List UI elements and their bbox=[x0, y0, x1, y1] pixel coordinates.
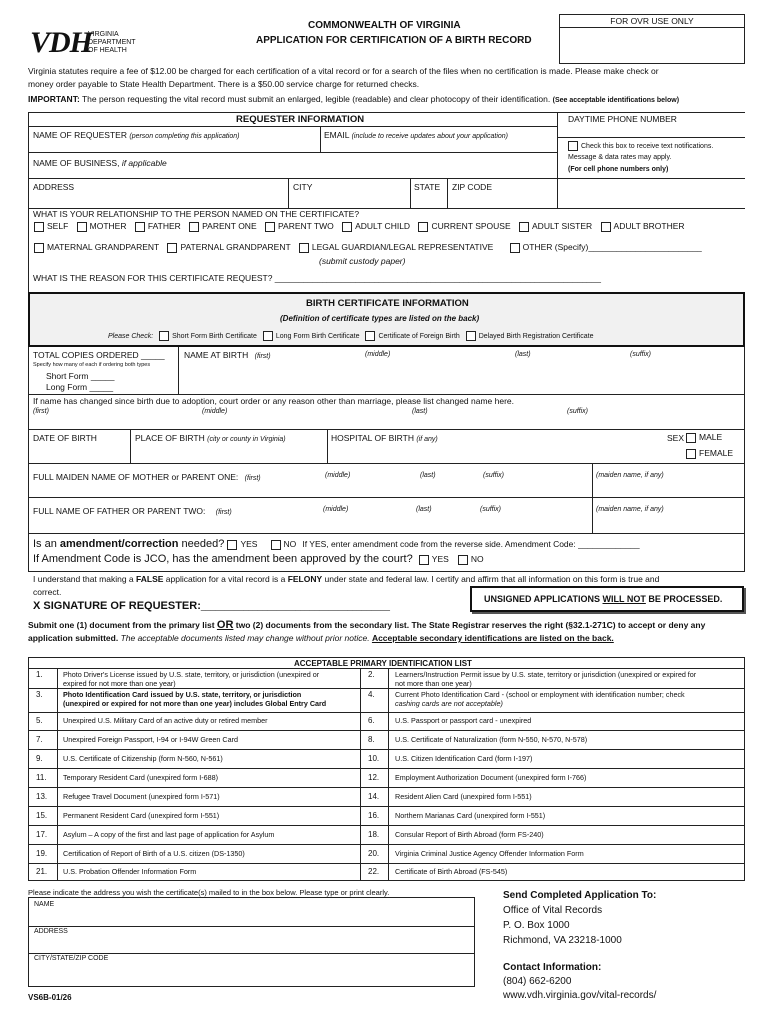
id-right-number: 14. bbox=[368, 791, 380, 801]
id-row-divider bbox=[28, 688, 745, 689]
id-left-text: Asylum – A copy of the first and last page of application for Asylum bbox=[63, 829, 275, 839]
father-last: (last) bbox=[416, 506, 432, 513]
id-left-text: Permanent Resident Card (unexpired form I-551) bbox=[63, 810, 220, 820]
nc-middle: (middle) bbox=[202, 408, 228, 415]
id-right-number: 8. bbox=[368, 734, 375, 744]
requester-section-title: REQUESTER INFORMATION bbox=[236, 114, 365, 125]
id-right-number: 4. bbox=[368, 690, 375, 699]
amend-yes-label: YES bbox=[240, 539, 258, 549]
daytime-phone-label: DAYTIME PHONE NUMBER bbox=[568, 114, 677, 124]
custody-note: (submit custody paper) bbox=[319, 256, 406, 266]
female-checkbox[interactable] bbox=[686, 449, 696, 459]
mother-name-field[interactable] bbox=[33, 472, 261, 482]
rel-mother-checkbox[interactable] bbox=[77, 222, 87, 232]
rel-adult-brother-checkbox[interactable] bbox=[601, 222, 611, 232]
mail-instructions: Please indicate the address you wish the certificate(s) mailed to in the box below. Please type or print clearly. bbox=[28, 888, 390, 897]
id-left-number: 5. bbox=[36, 716, 43, 725]
id-table-title: ACCEPTABLE PRIMARY IDENTIFICATION LIST bbox=[294, 659, 472, 668]
submit-2a: application submitted. bbox=[28, 633, 119, 643]
male-checkbox[interactable] bbox=[686, 433, 696, 443]
mail-address-field[interactable]: ADDRESS bbox=[34, 928, 68, 935]
rel-adult-brother-label: ADULT BROTHER bbox=[613, 221, 685, 231]
amend-yes-checkbox[interactable] bbox=[227, 540, 237, 550]
rel-maternal-grandparent[interactable] bbox=[34, 242, 159, 252]
affirm-e: under state and federal law. I certify and affirm that all information on this form is true and bbox=[322, 574, 660, 584]
jco-yes-label: YES bbox=[431, 554, 449, 564]
id-row-divider bbox=[28, 844, 745, 845]
name-changed-field[interactable]: If name has changed since birth due to adoption, court order or any reason other than marriage, please list changed name here. bbox=[33, 396, 515, 406]
rel-adult-brother[interactable] bbox=[601, 221, 685, 231]
birth-section-title: BIRTH CERTIFICATE INFORMATION bbox=[306, 298, 469, 309]
signature-line: ________________________________________ bbox=[200, 601, 390, 611]
amend-no-option[interactable] bbox=[271, 539, 297, 549]
address-field[interactable]: ADDRESS bbox=[33, 182, 75, 192]
unsigned-c: BE PROCESSED. bbox=[645, 594, 723, 604]
nab-middle: (middle) bbox=[365, 351, 391, 358]
affirm-felony: FELONY bbox=[287, 574, 323, 584]
business-label: NAME OF BUSINESS, bbox=[33, 158, 120, 168]
jco-no-option[interactable] bbox=[458, 554, 484, 564]
id-left-text: Refugee Travel Document (unexpired form I-571) bbox=[63, 791, 220, 801]
email-label: EMAIL bbox=[324, 130, 350, 140]
id-left-text: Temporary Resident Card (unexpired form I-688) bbox=[63, 772, 218, 782]
father-middle: (middle) bbox=[323, 506, 349, 513]
id-left-number: 7. bbox=[36, 734, 43, 744]
jco-no-label: NO bbox=[470, 554, 484, 564]
id-left-text: U.S. Certificate of Citizenship (form N-560, N-561) bbox=[63, 753, 223, 763]
nab-last: (last) bbox=[515, 351, 531, 358]
requester-name-field[interactable] bbox=[33, 130, 239, 140]
short-form-checkbox[interactable] bbox=[159, 331, 169, 341]
id-right-text: U.S. Certificate of Naturalization (form N-550, N-570, N-578) bbox=[395, 734, 588, 744]
mother-last: (last) bbox=[420, 472, 436, 479]
affirm-false: FALSE bbox=[136, 574, 164, 584]
cert-type-options bbox=[108, 331, 594, 341]
father-maiden: (maiden name, if any) bbox=[596, 506, 664, 513]
pob-note: (city or county in Virginia) bbox=[207, 436, 286, 443]
id-left-number: 3. bbox=[36, 690, 43, 699]
id-right-text: U.S. Citizen Identification Card (form I-197) bbox=[395, 753, 533, 763]
amend-q-b: amendment/correction bbox=[59, 538, 179, 550]
rel-father-checkbox[interactable] bbox=[135, 222, 145, 232]
pob-label: PLACE OF BIRTH bbox=[135, 433, 205, 443]
dob-field[interactable]: DATE OF BIRTH bbox=[33, 433, 97, 443]
email-field[interactable] bbox=[324, 130, 508, 140]
important-body: The person requesting the vital record must submit an enlarged, legible (readable) and clear photocopy of their identification. bbox=[79, 94, 551, 104]
vdh-logo: VDH bbox=[30, 26, 93, 59]
id-row-divider bbox=[28, 863, 745, 864]
rel-parent-one-checkbox[interactable] bbox=[189, 222, 199, 232]
form-number: VS6B-01/26 bbox=[28, 993, 72, 1002]
id-left-text: Photo Driver's License issued by U.S. state, territory, or jurisdiction (unexpired or bbox=[63, 670, 320, 679]
id-left-text: U.S. Probation Offender Information Form bbox=[63, 867, 197, 876]
rel-paternal-label: PATERNAL GRANDPARENT bbox=[180, 242, 291, 252]
important-label: IMPORTANT: bbox=[28, 94, 80, 104]
sex-male-option[interactable] bbox=[686, 432, 722, 443]
signature-label: X SIGNATURE OF REQUESTER: bbox=[33, 600, 201, 612]
amendment-question bbox=[33, 538, 640, 550]
rel-self[interactable] bbox=[34, 221, 68, 231]
rates-note: Message & data rates may apply. bbox=[568, 154, 672, 161]
id-row-divider bbox=[28, 806, 745, 807]
id-right-text-2: not more than one year) bbox=[395, 679, 472, 688]
rel-adult-child[interactable] bbox=[342, 221, 410, 231]
id-right-text: Learners/Instruction Permit issue by U.S. state, territory or jurisdiction (unexpired or expired for bbox=[395, 670, 697, 679]
text-notify-label: Check this box to receive text notifications. bbox=[581, 142, 714, 150]
id-left-text: Photo Identification Card issued by U.S. state, territory, or jurisdiction bbox=[63, 690, 302, 699]
jco-no-checkbox[interactable] bbox=[458, 555, 468, 565]
type-foreign-birth[interactable] bbox=[365, 333, 459, 340]
rel-father-label: FATHER bbox=[147, 221, 181, 231]
rel-adult-sister-label: ADULT SISTER bbox=[532, 221, 593, 231]
id-right-number: 22. bbox=[368, 867, 380, 876]
text-notify-checkbox[interactable] bbox=[568, 141, 578, 151]
relationship-row-2 bbox=[34, 242, 702, 253]
id-row-divider bbox=[28, 787, 745, 788]
short-form-label: Short Form Birth Certificate bbox=[172, 332, 257, 340]
rel-parent-two-label: PARENT TWO bbox=[278, 221, 334, 231]
mail-csz-field[interactable]: CITY/STATE/ZIP CODE bbox=[34, 955, 109, 962]
state-field[interactable]: STATE bbox=[414, 182, 441, 192]
rel-current-spouse-label: CURRENT SPOUSE bbox=[431, 221, 511, 231]
unsigned-a: UNSIGNED APPLICATIONS bbox=[484, 594, 603, 604]
affirm-c: application for a vital record is a bbox=[163, 574, 288, 584]
delayed-birth-label: Delayed Birth Registration Certificate bbox=[478, 332, 594, 340]
rel-other-label: OTHER (Specify)________________________ bbox=[522, 242, 702, 252]
cell-note: (For cell phone numbers only) bbox=[568, 166, 669, 173]
amend-no-label: NO bbox=[283, 539, 297, 549]
id-right-text: Resident Alien Card (unexpired form I-551) bbox=[395, 791, 532, 801]
fee-text-1: Virginia statutes require a fee of $12.00 be charged for each certification of a vital record or for a search of the files when no certification is made. Please make check or bbox=[28, 66, 659, 76]
id-left-number: 15. bbox=[36, 810, 48, 820]
business-name-field[interactable] bbox=[33, 158, 167, 168]
foreign-birth-label: Certificate of Foreign Birth bbox=[378, 332, 460, 340]
id-right-number: 6. bbox=[368, 716, 375, 725]
id-row-divider bbox=[28, 825, 745, 826]
submit-2c: Acceptable secondary identifications are listed on the back. bbox=[371, 633, 614, 643]
id-row-divider bbox=[28, 730, 745, 731]
rel-parent-one-label: PARENT ONE bbox=[202, 221, 257, 231]
rel-father[interactable] bbox=[135, 221, 181, 231]
sex-female-option[interactable] bbox=[686, 448, 733, 459]
id-right-text: Employment Authorization Document (unexpired form I-766) bbox=[395, 772, 587, 782]
rel-other-checkbox[interactable] bbox=[510, 243, 520, 253]
rel-guardian-label: LEGAL GUARDIAN/LEGAL REPRESENTATIVE bbox=[311, 242, 494, 252]
send-line-2: P. O. Box 1000 bbox=[503, 920, 570, 931]
rel-adult-child-checkbox[interactable] bbox=[342, 222, 352, 232]
important-note: (See acceptable identifications below) bbox=[552, 97, 680, 104]
father-suffix: (suffix) bbox=[480, 506, 501, 513]
mail-name-field[interactable]: NAME bbox=[34, 901, 55, 908]
sex-label: SEX bbox=[667, 433, 685, 443]
reason-field[interactable]: WHAT IS THE REASON FOR THIS CERTIFICATE REQUEST? _____________________________________________________________________ bbox=[33, 273, 601, 283]
submit-c: two (2) documents from the secondary list. The State Registrar reserves the right (§32.1-271C) to accept or deny any bbox=[233, 620, 706, 630]
contact-url[interactable]: www.vdh.virginia.gov/vital-records/ bbox=[503, 990, 657, 1001]
rel-parent-one[interactable] bbox=[189, 221, 256, 231]
id-col-divider bbox=[360, 668, 361, 881]
rel-adult-sister[interactable] bbox=[519, 221, 592, 231]
father-label: FULL NAME OF FATHER OR PARENT TWO: bbox=[33, 506, 206, 516]
short-form-count[interactable]: Short Form _____ bbox=[46, 371, 115, 381]
text-notify-option[interactable] bbox=[568, 141, 713, 151]
please-check-label: Please Check: bbox=[108, 332, 154, 340]
rel-current-spouse-checkbox[interactable] bbox=[418, 222, 428, 232]
id-left-number: 1. bbox=[36, 670, 43, 679]
signature-field[interactable] bbox=[33, 600, 390, 612]
hospital-field[interactable] bbox=[331, 433, 438, 443]
send-to-title: Send Completed Application To: bbox=[503, 890, 657, 901]
pob-field[interactable] bbox=[135, 433, 286, 443]
vdh-logo-subtext bbox=[88, 31, 136, 55]
amend-q-a: Is an bbox=[33, 538, 60, 550]
mother-middle: (middle) bbox=[325, 472, 351, 479]
long-form-checkbox[interactable] bbox=[263, 331, 273, 341]
birth-definition-note: (Definition of certificate types are listed on the back) bbox=[280, 314, 480, 323]
id-right-number: 16. bbox=[368, 810, 380, 820]
rel-current-spouse[interactable] bbox=[418, 221, 510, 231]
type-delayed-birth[interactable] bbox=[466, 333, 594, 340]
rel-mother[interactable] bbox=[77, 221, 127, 231]
copies-note: Specify how many of each if ordering both types bbox=[33, 362, 151, 368]
ovr-use-box bbox=[559, 14, 745, 64]
form-title-1: COMMONWEALTH OF VIRGINIA bbox=[308, 20, 461, 31]
amend-q-c: needed? bbox=[178, 538, 225, 550]
nc-first: (first) bbox=[33, 408, 49, 415]
id-right-text: Consular Report of Birth Abroad (form FS-240) bbox=[395, 829, 544, 839]
father-first: (first) bbox=[215, 509, 232, 516]
business-note: if applicable bbox=[121, 158, 167, 168]
type-long-form[interactable] bbox=[263, 333, 360, 340]
affirm-a: I understand that making a bbox=[33, 574, 137, 584]
requester-name-label: NAME OF REQUESTER bbox=[33, 130, 127, 140]
id-left-number: 13. bbox=[36, 791, 48, 801]
unsigned-b: WILL NOT bbox=[602, 594, 646, 604]
id-right-number: 2. bbox=[368, 670, 375, 679]
submit-instructions-2 bbox=[28, 633, 614, 643]
id-row-divider bbox=[28, 749, 745, 750]
logo-line-2: DEPARTMENT bbox=[88, 39, 136, 46]
id-left-number: 11. bbox=[36, 772, 47, 782]
amend-no-checkbox[interactable] bbox=[271, 540, 281, 550]
id-left-text: Unexpired U.S. Military Card of an active duty or retired member bbox=[63, 716, 268, 725]
id-left-text-2: expired for not more than one year) bbox=[63, 679, 176, 688]
amend-yes-option[interactable] bbox=[227, 539, 257, 549]
jco-question bbox=[33, 553, 484, 565]
total-copies-field[interactable]: TOTAL COPIES ORDERED _____ bbox=[33, 350, 165, 360]
mother-label: FULL MAIDEN NAME OF MOTHER or PARENT ONE: bbox=[33, 472, 239, 482]
mother-suffix: (suffix) bbox=[483, 472, 504, 479]
rel-maternal-label: MATERNAL GRANDPARENT bbox=[47, 242, 160, 252]
rel-parent-two[interactable] bbox=[265, 221, 334, 231]
nc-last: (last) bbox=[412, 408, 428, 415]
id-left-number: 21. bbox=[36, 867, 48, 876]
rel-legal-guardian[interactable] bbox=[299, 242, 493, 252]
id-left-number: 19. bbox=[36, 848, 48, 858]
rel-parent-two-checkbox[interactable] bbox=[265, 222, 275, 232]
rel-paternal-checkbox[interactable] bbox=[167, 243, 177, 253]
name-at-birth-field[interactable] bbox=[184, 350, 271, 360]
id-col-divider bbox=[388, 668, 389, 881]
mother-first: (first) bbox=[244, 475, 261, 482]
id-right-number: 12. bbox=[368, 772, 380, 782]
relationship-question: WHAT IS YOUR RELATIONSHIP TO THE PERSON NAMED ON THE CERTIFICATE? bbox=[33, 209, 360, 219]
contact-phone: (804) 662-6200 bbox=[503, 976, 572, 987]
id-right-text: Northern Marianas Card (unexpired form I-551) bbox=[395, 810, 546, 820]
submit-instructions-1 bbox=[28, 619, 705, 631]
mail-address-box bbox=[28, 897, 475, 987]
city-field[interactable]: CITY bbox=[293, 182, 313, 192]
rel-mother-label: MOTHER bbox=[89, 221, 127, 231]
mother-maiden: (maiden name, if any) bbox=[596, 472, 664, 479]
long-form-label: Long Form Birth Certificate bbox=[275, 332, 360, 340]
rel-maternal-checkbox[interactable] bbox=[34, 243, 44, 253]
requester-name-note: (person completing this application) bbox=[129, 133, 240, 140]
id-right-text-2: cashing cards are not acceptable) bbox=[395, 699, 503, 708]
send-line-1: Office of Vital Records bbox=[503, 905, 603, 916]
id-right-number: 10. bbox=[368, 753, 380, 763]
id-left-number: 9. bbox=[36, 753, 43, 763]
hospital-note: (if any) bbox=[416, 436, 438, 443]
nc-suffix: (suffix) bbox=[567, 408, 588, 415]
id-left-text: Unexpired Foreign Passport, I-94 or I-94W Green Card bbox=[63, 734, 238, 744]
logo-line-1: VIRGINIA bbox=[88, 31, 119, 38]
delayed-birth-checkbox[interactable] bbox=[466, 331, 476, 341]
id-left-text-2: (unexpired or expired for not more than one year) includes Global Entry Card bbox=[63, 699, 327, 708]
amend-code-field[interactable]: If YES, enter amendment code from the reverse side. Amendment Code: _____________ bbox=[302, 539, 640, 549]
send-line-3: Richmond, VA 23218-1000 bbox=[503, 935, 622, 946]
relationship-row-1 bbox=[34, 221, 685, 232]
submit-or: OR bbox=[216, 619, 234, 631]
nab-first: (first) bbox=[254, 353, 271, 360]
jco-yes-checkbox[interactable] bbox=[419, 555, 429, 565]
father-name-field[interactable] bbox=[33, 506, 232, 516]
id-row-divider bbox=[28, 712, 745, 713]
id-right-text: Certificate of Birth Abroad (FS-545) bbox=[395, 867, 508, 876]
id-right-text: U.S. Passport or passport card - unexpired bbox=[395, 716, 532, 725]
ovr-use-label: FOR OVR USE ONLY bbox=[560, 15, 744, 28]
rel-paternal-grandparent[interactable] bbox=[167, 242, 290, 252]
zip-field[interactable]: ZIP CODE bbox=[452, 182, 492, 192]
fee-text-2: money order payable to State Health Department. There is a $50.00 service charge for returned checks. bbox=[28, 79, 420, 89]
submit-2b: The acceptable documents listed may change without prior notice. bbox=[118, 633, 372, 643]
name-at-birth-label: NAME AT BIRTH bbox=[184, 350, 249, 360]
foreign-birth-checkbox[interactable] bbox=[365, 331, 375, 341]
rel-adult-child-label: ADULT CHILD bbox=[355, 221, 411, 231]
email-note: (include to receive updates about your application) bbox=[351, 133, 509, 140]
id-right-number: 20. bbox=[368, 848, 380, 858]
nab-suffix: (suffix) bbox=[630, 351, 651, 358]
rel-guardian-checkbox[interactable] bbox=[299, 243, 309, 253]
id-col-divider bbox=[57, 668, 58, 881]
unsigned-warning bbox=[484, 594, 722, 604]
id-right-text: Current Photo Identification Card - (school or employment with identification number; check bbox=[395, 690, 685, 699]
jco-yes-option[interactable] bbox=[419, 554, 449, 564]
important-text bbox=[28, 94, 679, 104]
id-left-text: Certification of Report of Birth of a U.S. citizen (DS-1350) bbox=[63, 848, 245, 858]
male-label: MALE bbox=[699, 432, 723, 442]
rel-other[interactable] bbox=[510, 242, 702, 252]
rel-self-checkbox[interactable] bbox=[34, 222, 44, 232]
rel-adult-sister-checkbox[interactable] bbox=[519, 222, 529, 232]
contact-title: Contact Information: bbox=[503, 962, 602, 973]
hospital-label: HOSPITAL OF BIRTH bbox=[331, 433, 414, 443]
type-short-form[interactable] bbox=[159, 333, 257, 340]
female-label: FEMALE bbox=[699, 448, 734, 458]
id-left-number: 17. bbox=[36, 829, 48, 839]
affirm-text-1 bbox=[33, 574, 659, 584]
rel-self-label: SELF bbox=[47, 221, 69, 231]
id-row-divider bbox=[28, 768, 745, 769]
logo-line-3: OF HEALTH bbox=[88, 47, 127, 54]
affirm-text-2: correct. bbox=[33, 587, 62, 597]
id-right-number: 18. bbox=[368, 829, 380, 839]
long-form-count[interactable]: Long Form _____ bbox=[46, 382, 114, 392]
jco-label: If Amendment Code is JCO, has the amendment been approved by the court? bbox=[33, 553, 413, 565]
id-right-text: Virginia Criminal Justice Agency Offender Information Form bbox=[395, 848, 584, 858]
submit-a: Submit one (1) document from the primary list bbox=[28, 620, 217, 630]
form-title-2: APPLICATION FOR CERTIFICATION OF A BIRTH RECORD bbox=[256, 35, 532, 46]
